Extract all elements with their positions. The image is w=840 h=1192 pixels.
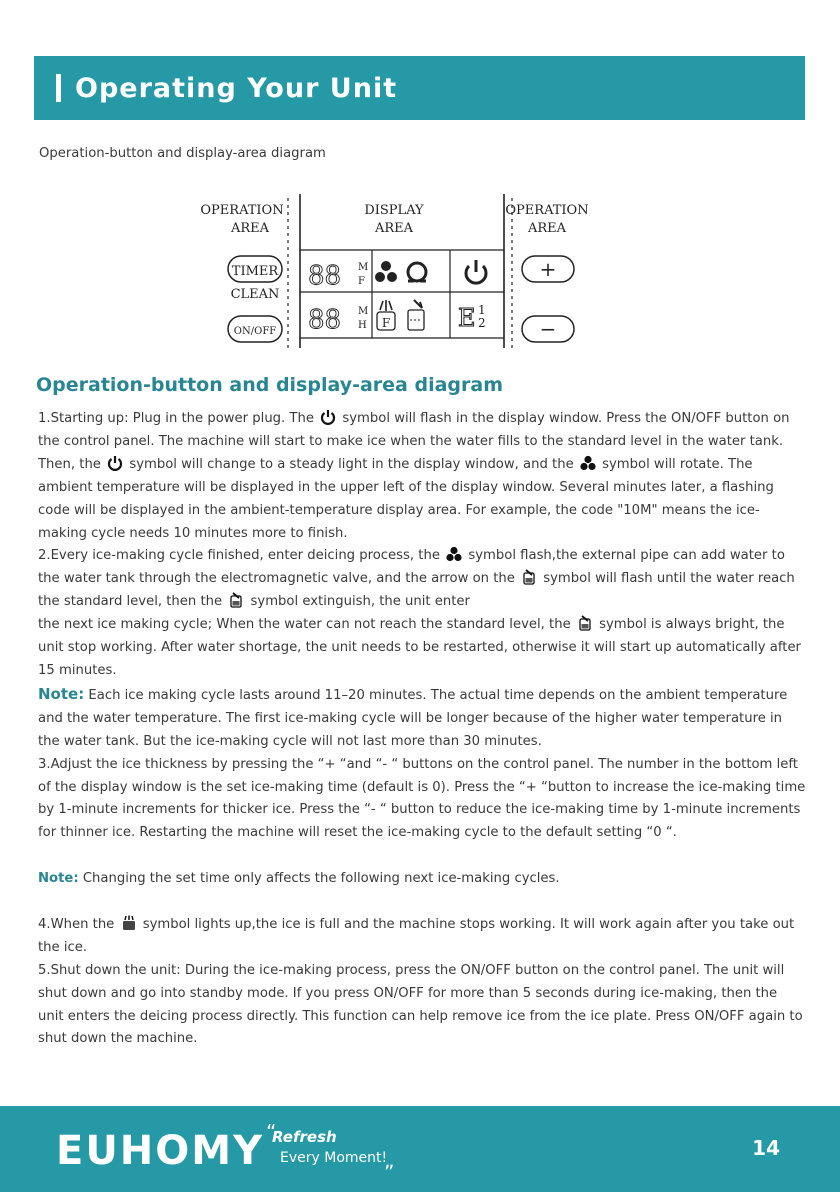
ice-full-icon xyxy=(377,300,395,330)
power-icon xyxy=(107,455,123,471)
minus-button[interactable] xyxy=(522,316,574,342)
ice-full-icon xyxy=(121,915,137,931)
bottom-unit-1: M xyxy=(358,306,369,317)
page-number: 14 xyxy=(752,1136,780,1160)
onoff-button-label: ON/OFF xyxy=(233,326,277,337)
right-heading-2: AREA xyxy=(527,221,567,236)
onoff-button[interactable] xyxy=(228,316,282,342)
water-tank-icon xyxy=(521,569,537,585)
error-2: 2 xyxy=(478,316,486,330)
bottom-unit-2: H xyxy=(358,320,367,331)
plus-button-label: + xyxy=(539,257,557,281)
power-icon xyxy=(466,260,486,283)
error-letter: E xyxy=(458,304,476,332)
diagram-caption: Operation-button and display-area diagram xyxy=(39,146,326,161)
tagline-line-1: Refresh xyxy=(272,1128,337,1146)
footer xyxy=(0,1106,840,1192)
ice-full-letter: F xyxy=(381,316,391,330)
fan-icon xyxy=(375,261,397,282)
left-heading-1: OPERATION xyxy=(200,203,284,218)
timer-button[interactable] xyxy=(228,256,282,282)
water-tank-icon xyxy=(577,615,593,631)
paragraph-3: 3.Adjust the ice thickness by pressing the “+ “and “- “ buttons on the control panel. The number in the bottom left of the display window is the set ice-making time (default is 0). Press the “+ “button to increase the ice-making time by 1-minute increments for thicker ice. Press the “- “ button to reduce the ice-making time by 1-minute increments for thinner ice. Restarting the machine will reset the ice-making cycle to the default setting “0 “. xyxy=(38,756,806,841)
left-heading-2: AREA xyxy=(230,221,270,236)
water-cycle-icon xyxy=(408,263,426,281)
center-heading-1: DISPLAY xyxy=(364,203,424,218)
control-panel-diagram xyxy=(200,190,600,360)
page-title: Operating Your Unit xyxy=(75,72,398,104)
power-icon xyxy=(320,409,336,425)
fan-icon xyxy=(580,455,596,471)
top-unit-1: M xyxy=(358,262,369,273)
close-quote: „ xyxy=(384,1148,395,1172)
paragraph-4: 4.When the symbol lights up,the ice is full and the machine stops working. It will work again after you take out the ice. xyxy=(38,916,795,955)
open-quote: “ xyxy=(266,1120,277,1144)
paragraph-2: 2.Every ice-making cycle finished, enter deicing process, the symbol flash,the external pipe can add water to the water tank through the electromagnetic valve, and the arrow on the symbol will flash until the water reach the standard level, then the symbol extinguish, the unit enter the next ice making cycle; When the water can not reach the standard level, the symbol is always bright, the unit stop working. After water shortage, the unit needs to be restarted, otherwise it will start up automatically after 15 minutes. xyxy=(38,548,801,678)
brand-logo: EUHOMY xyxy=(56,1128,265,1174)
water-tank-icon xyxy=(228,592,244,608)
tagline-line-2: Every Moment! xyxy=(280,1150,388,1166)
clean-label: CLEAN xyxy=(230,287,280,302)
right-heading-1: OPERATION xyxy=(505,203,589,218)
note-1: Note: Each ice making cycle lasts around 11–20 minutes. The actual time depends on the ambient temperature and the water temperature. The first ice-making cycle will be longer because of the higher water temperature in the water tank. But the ice-making cycle will not last more than 30 minutes. xyxy=(38,684,788,749)
note-1-label: Note: xyxy=(38,684,85,703)
timer-button-label: TIMER xyxy=(231,264,279,279)
plus-button[interactable] xyxy=(522,256,574,282)
paragraph-1: 1.Starting up: Plug in the power plug. The symbol will flash in the display window. Press the ON/OFF button on the control panel. The machine will start to make ice when the water fills to the standard level in the water tank. Then, the symbol will change to a steady light in the display window, and the symbol will rotate. The ambient temperature will be displayed in the upper left of the display window. Several minutes later, a flashing code will be displayed in the ambient-temperature display area. For example, the code "10M" means the ice-making cycle needs 10 minutes more to finish. xyxy=(38,411,790,541)
note-2-label: Note: xyxy=(38,871,79,887)
section-banner xyxy=(34,56,805,120)
note-2: Note: Changing the set time only affects the following next ice-making cycles. xyxy=(38,871,560,887)
fan-icon xyxy=(446,546,462,562)
minus-button-label: − xyxy=(539,317,557,341)
center-heading-2: AREA xyxy=(374,221,414,236)
paragraph-5: 5.Shut down the unit: During the ice-making process, press the ON/OFF button on the control panel. The unit will shut down and go into standby mode. If you press ON/OFF for more than 5 seconds during ice-making, then the unit enters the deicing process directly. This function can help remove ice from the ice plate. Press ON/OFF again to shut down the machine. xyxy=(38,962,803,1047)
error-1: 1 xyxy=(478,303,486,317)
bottom-digits: 88 xyxy=(308,305,342,335)
banner-accent-bar xyxy=(56,74,61,102)
instructions-body xyxy=(38,408,806,1051)
top-digits: 88 xyxy=(308,261,342,291)
top-unit-2: F xyxy=(358,276,365,287)
error-code-icon xyxy=(458,303,486,332)
section-subheading: Operation-button and display-area diagram xyxy=(36,374,504,396)
water-tank-icon xyxy=(408,300,424,330)
